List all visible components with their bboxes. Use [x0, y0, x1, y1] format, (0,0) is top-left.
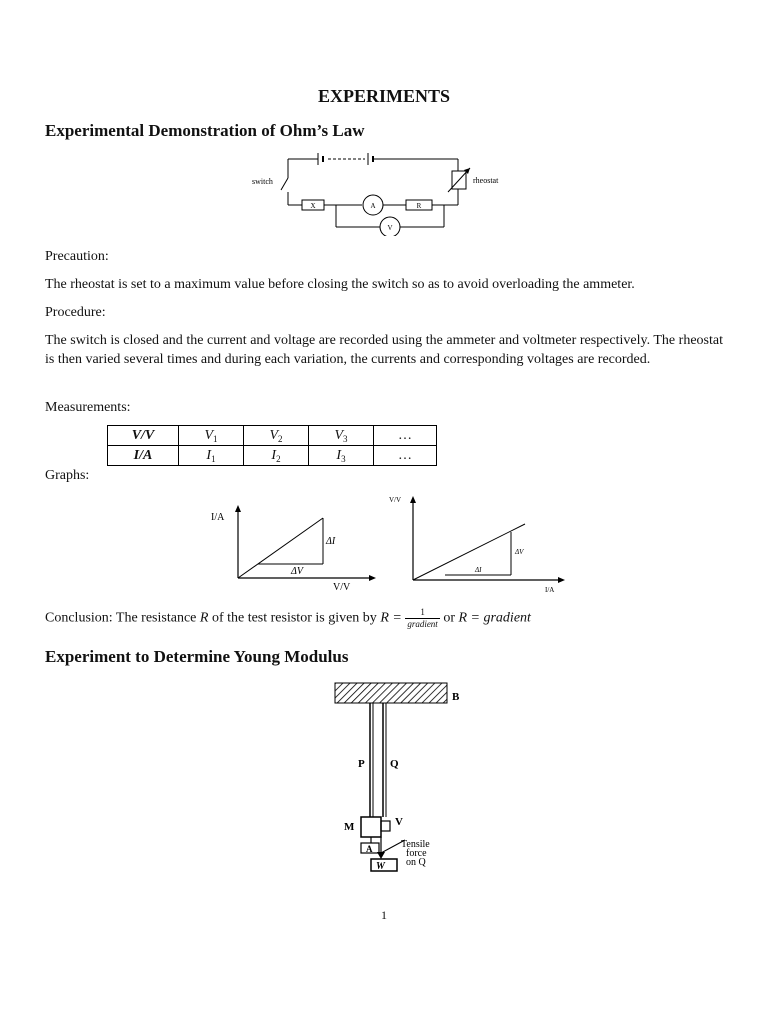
table-cell: $I_3$: [309, 446, 374, 466]
rheostat-label: rheostat: [473, 176, 499, 185]
y-axis-label: V/V: [389, 496, 402, 504]
table-header-cell: V/V: [108, 426, 179, 446]
conclusion-prefix: Conclusion: The resistance: [45, 610, 200, 626]
run-label: ΔV: [291, 566, 303, 577]
table-cell: $I_2$: [244, 446, 309, 466]
best-fit-line: [238, 518, 323, 578]
r-label: R: [416, 202, 422, 210]
table-cell: $V_1$: [179, 426, 244, 446]
precaution-text: The rheostat is set to a maximum value before closing the switch so as to avoid overloading the ammeter.: [45, 277, 635, 292]
precaution-label: Precaution:: [45, 249, 109, 264]
label-on-q: on Q: [406, 857, 426, 868]
table-ellipsis-cell: …: [374, 446, 437, 466]
ammeter-label: A: [370, 202, 376, 210]
voltmeter-label: V: [387, 224, 393, 232]
conclusion-r-symbol: R: [199, 610, 209, 626]
table-header-cell: I/A: [108, 446, 179, 466]
support-beam: [335, 683, 447, 703]
x-label: X: [310, 202, 316, 210]
label-m: M: [344, 821, 355, 833]
table-cell: $V_3$: [309, 426, 374, 446]
measurements-label: Measurements:: [45, 400, 131, 415]
table-row: [108, 446, 437, 466]
label-w: W: [376, 861, 385, 872]
procedure-text: The switch is closed and the current and voltage are recorded using the ammeter and voltmeter respectively. The rheostat is then varied several times and during each variation, the currents and corresponding voltages are recorded.: [45, 333, 723, 367]
table-cell: $V_2$: [244, 426, 309, 446]
table-ellipsis-cell: …: [374, 426, 437, 446]
circuit-diagram: [240, 146, 520, 236]
page-title: EXPERIMENTS: [317, 86, 451, 106]
conclusion-fraction: $\frac{1}{\text{gradient}}$: [407, 607, 438, 629]
page-number: 1: [381, 908, 387, 922]
ohms-law-heading: Experimental Demonstration of Ohm’s Law: [45, 121, 365, 140]
label-v: V: [395, 816, 403, 828]
graph-v-vs-i: [385, 492, 575, 597]
label-tensile: Tensile: [401, 839, 430, 850]
best-fit-line: [413, 524, 525, 580]
conclusion-middle: of the test resistor is given by: [208, 610, 381, 626]
label-q: Q: [390, 758, 399, 770]
label-b: B: [452, 691, 460, 703]
x-axis-label: I/A: [545, 586, 555, 594]
conclusion-r-equals: R =: [380, 610, 402, 626]
label-force: force: [406, 848, 427, 859]
young-modulus-diagram: [315, 675, 485, 880]
run-label: ΔI: [475, 566, 482, 574]
label-a: A: [366, 844, 373, 854]
conclusion-or: or: [439, 610, 459, 626]
rise-label: ΔV: [515, 548, 524, 556]
graph-i-vs-v: [205, 500, 385, 595]
main-scale-block: [361, 817, 381, 837]
label-p: P: [358, 758, 365, 770]
conclusion: [45, 607, 531, 630]
young-modulus-heading: Experiment to Determine Young Modulus: [45, 647, 349, 666]
measurements-table: [107, 425, 437, 466]
conclusion-alt: R = gradient: [458, 610, 531, 626]
x-axis-label: V/V: [333, 582, 351, 593]
procedure-label: Procedure:: [45, 305, 106, 320]
tensile-arrow-head: [377, 852, 385, 859]
switch-label: switch: [252, 177, 273, 186]
table-row: [108, 426, 437, 446]
table-cell: $I_1$: [179, 446, 244, 466]
switch-arm: [281, 178, 288, 190]
rise-label: ΔI: [326, 536, 336, 547]
vernier-block: [381, 821, 390, 831]
y-axis-label: I/A: [211, 512, 225, 523]
graphs-label: Graphs:: [45, 468, 90, 483]
